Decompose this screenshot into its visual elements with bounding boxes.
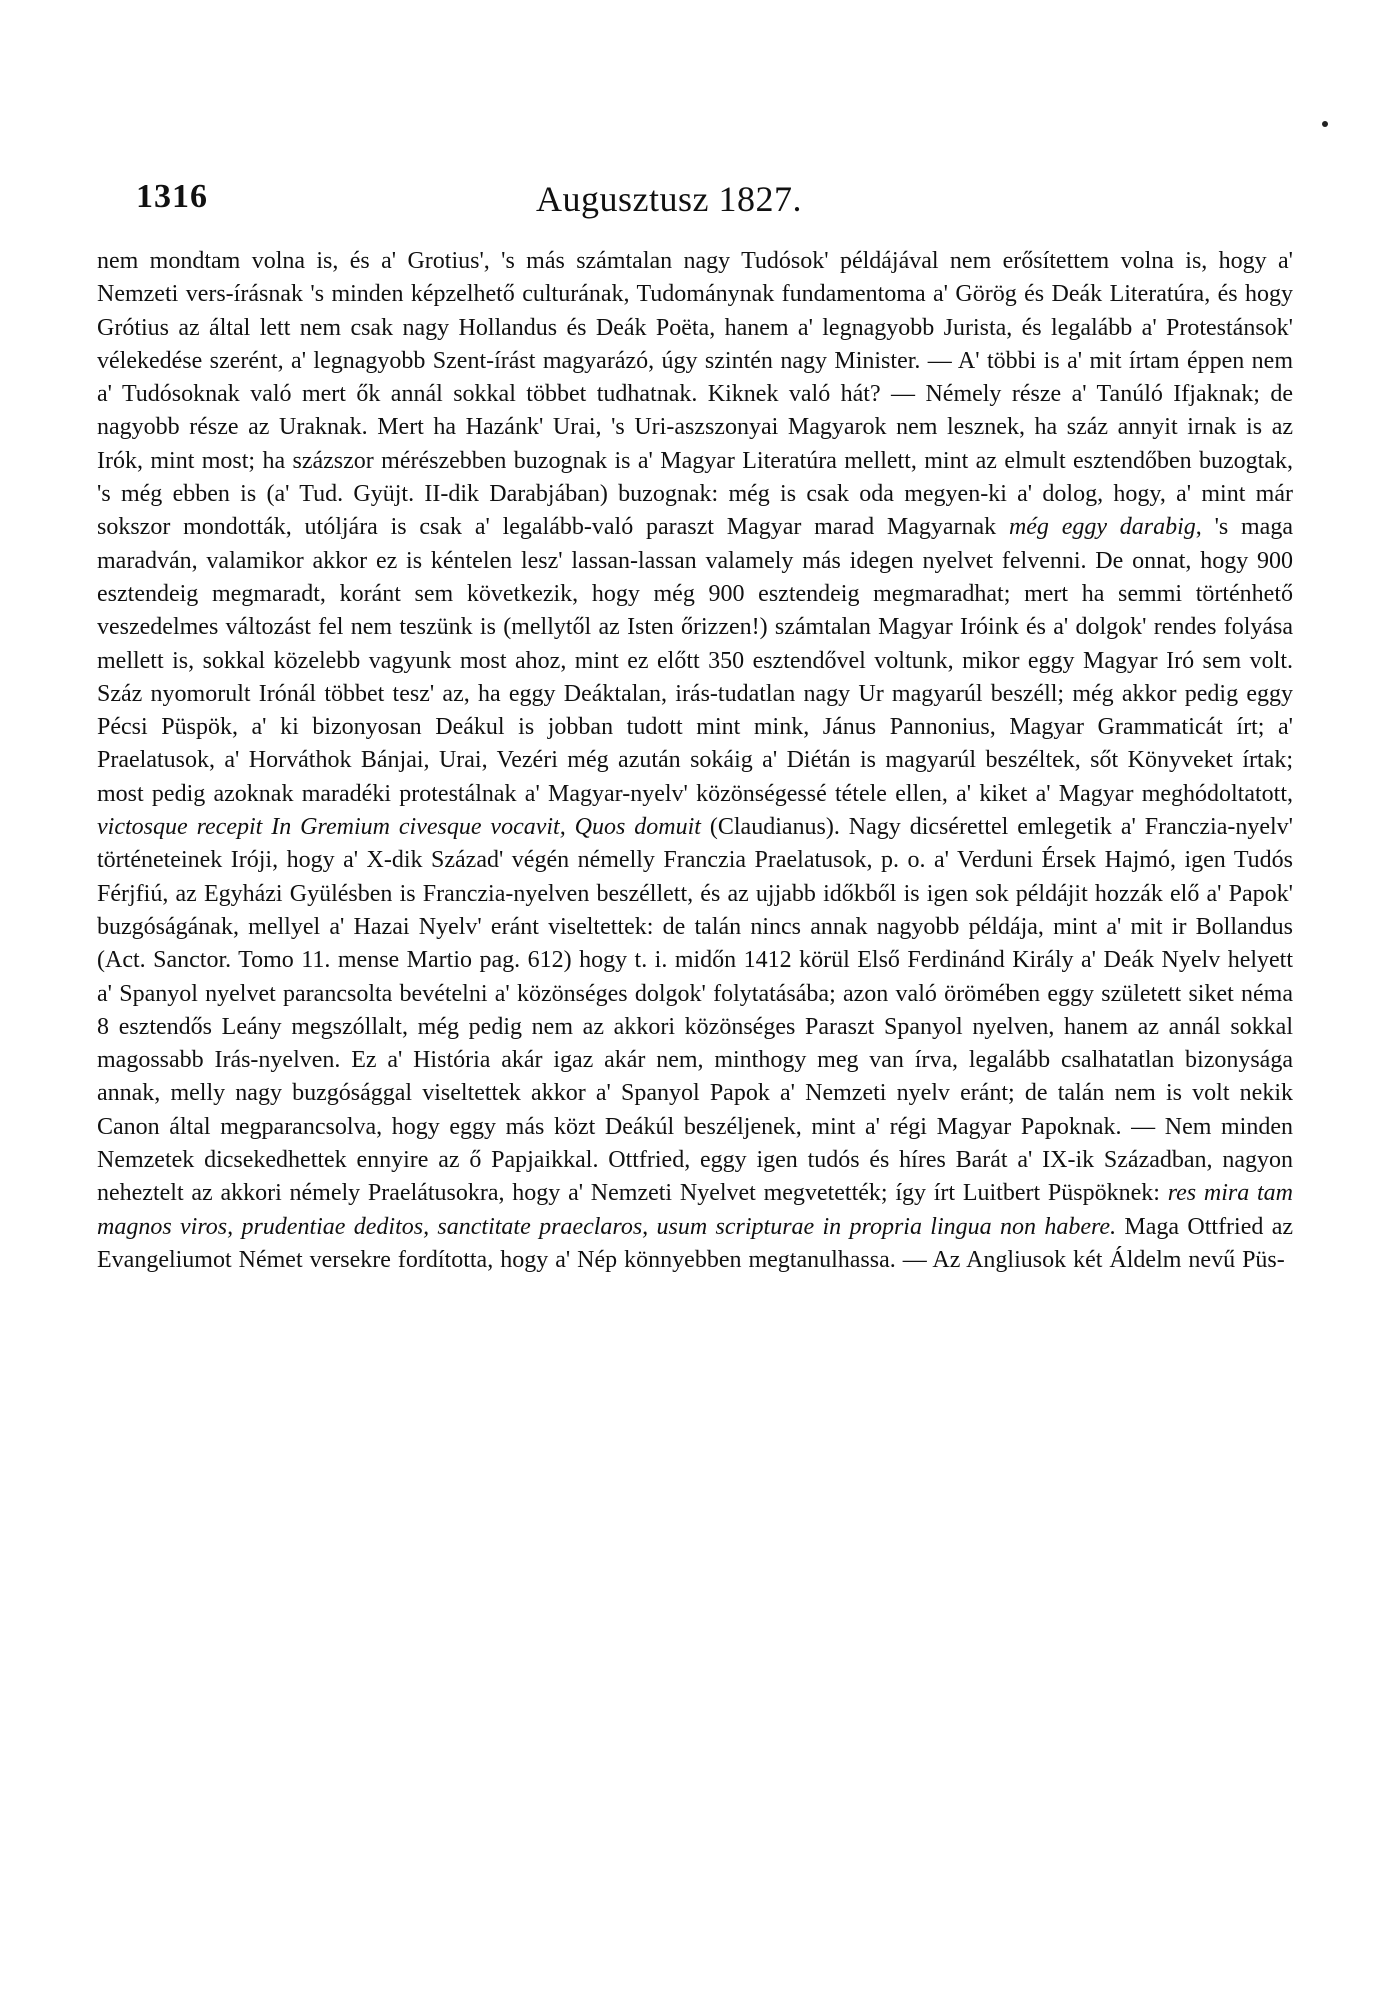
body-text-segment: Maga Ottfried az Evangeliumot Német versekre fordította, hogy a' Nép könnyebben megtanulhassa. — Az Angliusok két Áldelm nevű Püs- <box>97 1213 1294 1273</box>
latin-quote: victosque recepit In Gremium civesque vocavit, Quos domuit <box>97 814 701 841</box>
page-number: 1316 <box>136 178 208 215</box>
body-text-segment: (Claudianus). Nagy dicsérettel emlegetik a' Franczia-nyelv' történeteinek Iróji, hogy a' X-dik Század' végén némelly Franczia Praelatusok, p. o. a' Verduni Érsek Hajmó, igen Tudós Férjfiú, az Egyházi Gyülésben is Franczia-nyelven beszéllett, és az ujjabb időkből is igen sok példájit hozzák elő a' Papok' buzgóságának, mellyel a' Hazai Nyelv' eránt viseltettek: de talán nincs annak nagyobb példája, mint a' mit ir Bollandus (Act. Sanctor. Tomo 11. mense Martio pag. 612) hogy t. i. midőn 1412 körül Első Ferdinánd Király a' Deák Nyelv helyett a' Spanyol nyelvet parancsolta bevételni a' közönséges dolgok' folytatásába; azon való örömében eggy született siket néma 8 esztendős Leány megszóllalt, még pedig nem az akkori közönséges Paraszt Spanyol nyelven, hanem az annál sokkal magossabb Irás-nyelven. Ez a' História akár igaz akár nem, minthogy meg van írva, legalább csalhatatlan bizonysága annak, melly nagy buzgósággal viseltettek akkor a' Spanyol Papok a' Nemzeti nyelv eránt; de talán nem is volt nekik Canon által megparancsolva, hogy eggy más közt Deákúl beszéljenek, mint a' régi Magyar Papoknak. — Nem minden Nemzetek dicsekedhettek ennyire az ő Papjaikkal. Ottfried, eggy igen tudós és híres Barát a' IX-ik Században, nagyon neheztelt az akkori némely Praelátusokra, hogy a' Nemzeti Nyelvet megvetették; így írt Luitbert Püspöknek: <box>97 814 1293 1207</box>
body-text <box>97 245 1293 1277</box>
body-text-segment: , 's maga maradván, valamikor akkor ez is kéntelen lesz' lassan-lassan valamely más idegen nyelvet felvenni. De onnat, hogy 900 esztendeig megmaradt, koránt sem következik, hogy még 900 esztendeig megmaradhat; mert ha semmi történhető veszedelmes változást fel nem teszünk is (mellytől az Isten őrizzen!) számtalan Magyar Iróink és a' dolgok' rendes folyása mellett is, sokkal közelebb vagyunk most ahoz, mint ez előtt 350 esztendővel voltunk, mikor eggy Magyar Iró sem volt. Száz nyomorult Irónál többet tesz' az, ha eggy Deáktalan, irás-tudatlan nagy Ur magyarúl beszéll; még akkor pedig eggy Pécsi Püspök, a' ki bizonyosan Deákul is jobban tudott mint mink, Jánus Pannonius, Magyar Grammaticát írt; a' Praelatusok, a' Horváthok Bánjai, Urai, Vezéri még azután sokáig a' Diétán is magyarúl beszéltek, sőt Könyveket írtak; most pedig azoknak maradéki protestálnak a' Magyar-nyelv' közönségessé tétele ellen, a' kiket a' Magyar meghódoltatott, <box>97 514 1293 807</box>
body-text-italic: még eggy darabig <box>1008 514 1196 541</box>
page-header <box>136 178 1316 228</box>
latin-quote: res mira tam magnos viros, prudentiae deditos, sanctitate praeclaros, usum scripturae in propria lingua non habere. <box>97 1180 1293 1240</box>
ink-speck <box>1322 121 1328 127</box>
body-text-segment: nem mondtam volna is, és a' Grotius', 's más számtalan nagy Tudósok' példájával nem erősítettem volna is, hogy a' Nemzeti vers-írásnak 's minden képzelhető culturának, Tudománynak fundamentoma a' Görög és Deák Literatúra, és hogy Grótius az által lett nem csak nagy Hollandus és Deák Poëta, hanem a' legnagyobb Jurista, és legalább a' Protestánsok' vélekedése szerént, a' legnagyobb Szent-írást magyarázó, úgy szintén nagy Minister. — A' többi is a' mit írtam éppen nem a' Tudósoknak való mert ők annál sokkal többet tudhatnak. Kiknek való hát? — Némely része a' Tanúló Ifjaknak; de nagyobb része az Uraknak. Mert ha Hazánk' Urai, 's Uri-aszszonyai Magyarok nem lesznek, ha száz annyit irnak is az Irók, mint most; ha százszor mérészebben buzognak is a' Magyar Literatúra mellett, mint az elmult esztendőben buzogtak, 's még ebben is (a' Tud. Gyüjt. II-dik Darabjában) buzognak: még is csak oda megyen-ki a' dolog, hogy, a' mint már sokszor mondották, utóljára is csak a' legalább-való paraszt Magyar marad Magyarnak <box>97 248 1293 541</box>
running-head: Augusztusz 1827. <box>536 179 802 219</box>
